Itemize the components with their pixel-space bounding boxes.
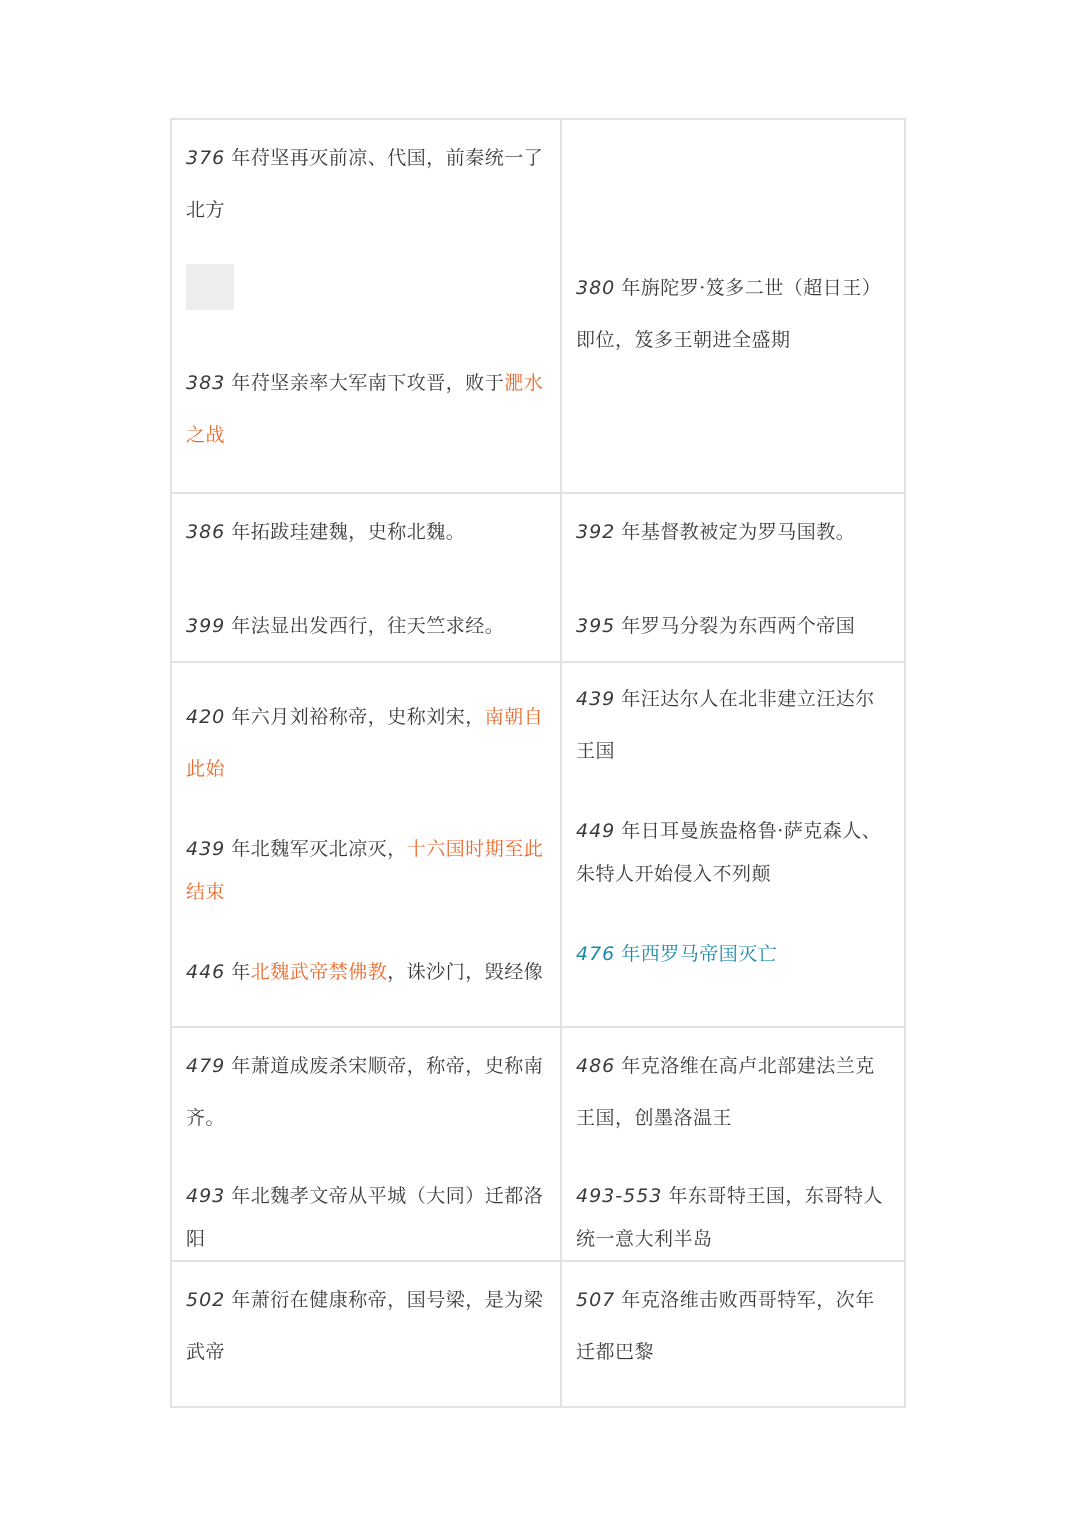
timeline-table [170,118,906,1408]
world-cell [562,1028,904,1260]
china-cell [172,1262,562,1406]
timeline-entry: 493-553 年东哥特王国，东哥特人统一意大利半岛 [576,1185,883,1250]
china-cell [172,663,562,1026]
timeline-entry: 383 年苻坚亲率大军南下攻晋，败于淝水之战 [186,372,544,446]
timeline-entry: 502 年萧衍在健康称帝，国号梁，是为梁武帝 [186,1289,544,1363]
table-row [172,120,904,492]
china-cell [172,1028,562,1260]
timeline-entry: 479 年萧道成废杀宋顺帝，称帝，史称南齐。 [186,1055,544,1129]
table-row [172,661,904,1026]
timeline-entry: 493 年北魏孝文帝从平城（大同）迁都洛阳 [186,1185,544,1250]
timeline-entry: 486 年克洛维在高卢北部建法兰克王国，创墨洛温王 [576,1055,875,1129]
world-cell [562,663,904,1026]
world-cell [562,494,904,661]
timeline-entry: 376 年苻坚再灭前凉、代国，前秦统一了北方 [186,147,544,221]
timeline-entry: 399 年法显出发西行，往天竺求经。 [186,615,505,637]
image-placeholder [186,264,234,310]
timeline-entry: 392 年基督教被定为罗马国教。 [576,521,856,543]
table-row [172,1260,904,1406]
timeline-entry: 420 年六月刘裕称帝，史称刘宋，南朝自此始 [186,706,544,780]
timeline-entry: 446 年北魏武帝禁佛教，诛沙门，毁经像 [186,961,544,983]
timeline-entry: 476 年西罗马帝国灭亡 [576,943,778,965]
timeline-entry: 386 年拓跋珪建魏，史称北魏。 [186,521,466,543]
timeline-entry: 439 年北魏军灭北凉灭，十六国时期至此结束 [186,838,544,903]
world-cell [562,1262,904,1406]
timeline-entry: 439 年汪达尔人在北非建立汪达尔王国 [576,688,875,762]
china-cell [172,120,562,492]
timeline-entry: 395 年罗马分裂为东西两个帝国 [576,615,856,637]
china-cell [172,494,562,661]
table-row [172,492,904,661]
timeline-entry: 380 年旃陀罗·笈多二世（超日王）即位，笈多王朝进全盛期 [576,277,882,351]
world-cell [562,120,904,492]
table-row [172,1026,904,1260]
timeline-entry: 449 年日耳曼族盎格鲁·萨克森人、朱特人开始侵入不列颠 [576,820,882,885]
timeline-entry: 507 年克洛维击败西哥特军，次年迁都巴黎 [576,1289,875,1363]
